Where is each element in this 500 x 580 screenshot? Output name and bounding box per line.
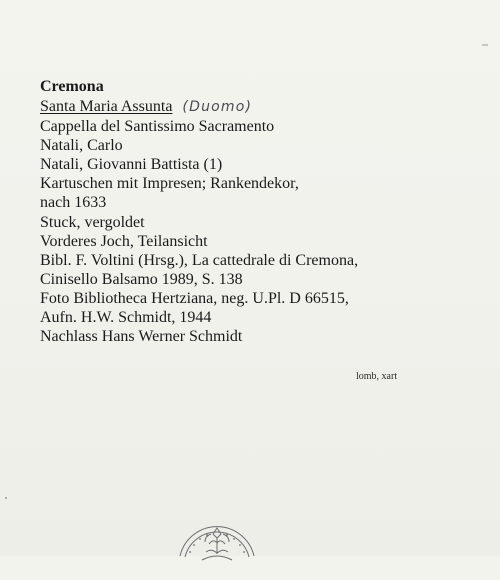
card-line-artist-2: Natali, Giovanni Battista (1) [40,156,223,174]
card-line-location: Vorderes Joch, Teilansicht [40,232,208,250]
library-stamp-icon [176,510,258,580]
card-line-date: nach 1633 [40,194,107,212]
card-line-photo: Foto Bibliotheca Hertziana, neg. U.Pl. D 66515, [40,289,349,307]
classification-tag: lomb, xart [356,371,398,382]
city-heading: Cremona [40,78,104,95]
card-line-bibliography: Bibl. F. Voltini (Hrsg.), La cattedrale di Cremona, [40,251,359,269]
card-line-material: Stuck, vergoldet [40,213,145,231]
card-text [40,76,480,346]
speck [5,497,7,499]
card-line-estate: Nachlass Hans Werner Schmidt [40,328,243,346]
card-line-bibliography-cont: Cinisello Balsamo 1989, S. 138 [40,270,243,288]
card-line-chapel: Cappella del Santissimo Sacramento [40,118,275,136]
card-line-artist-1: Natali, Carlo [40,137,123,155]
card-line-subject: Kartuschen mit Impresen; Rankendekor, [40,175,299,193]
handwritten-note: (Duomo) [182,99,253,115]
church-line [40,97,480,117]
card-line-photographer: Aufn. H.W. Schmidt, 1944 [40,309,212,327]
corner-mark [482,44,488,46]
church-name: Santa Maria Assunta [40,98,173,115]
